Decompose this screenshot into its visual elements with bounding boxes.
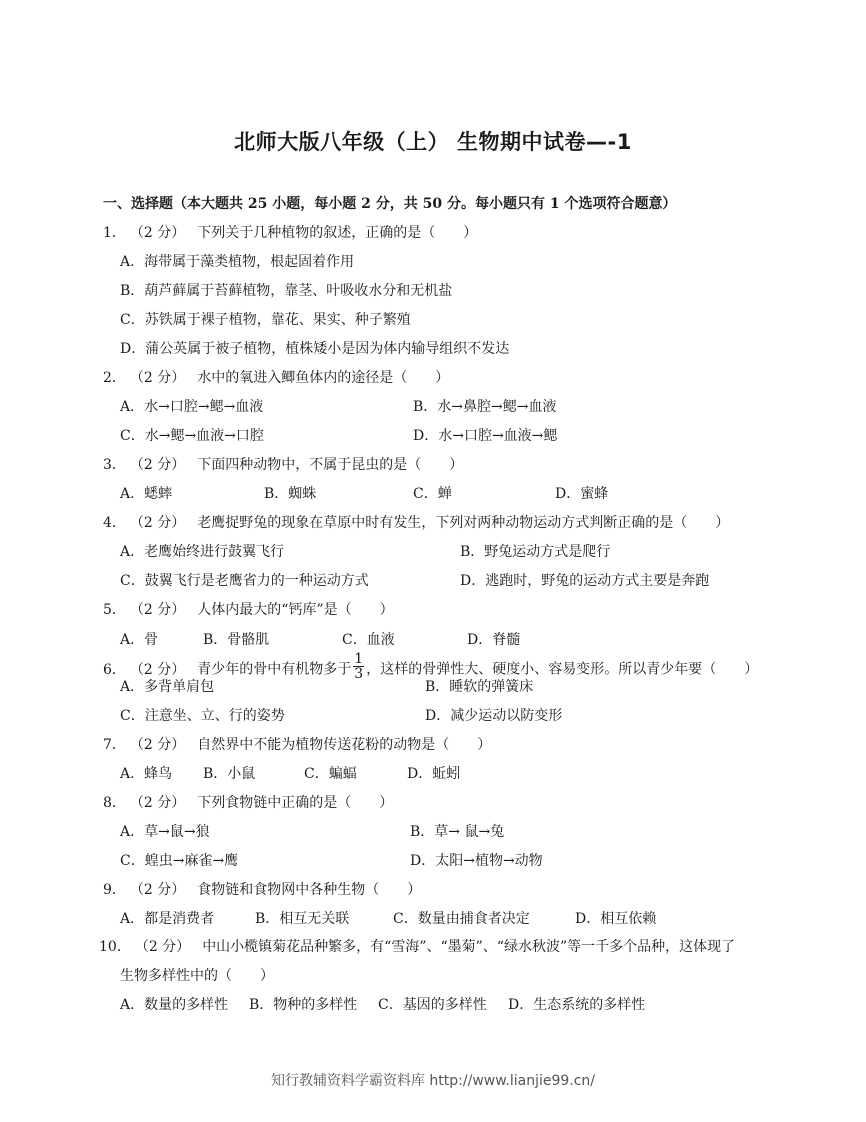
option: B．相互无关联 <box>255 911 350 927</box>
question-8 <box>103 792 393 812</box>
question-points: （2 分） <box>129 795 186 811</box>
option: D．相互依赖 <box>575 911 657 927</box>
option: A．数量的多样性 <box>120 997 229 1013</box>
option: B．蜘蛛 <box>264 486 317 502</box>
question-text-continued: 生物多样性中的（ ） <box>120 968 274 984</box>
option: A．蜂鸟 <box>120 766 173 782</box>
question-points: （2 分） <box>129 515 186 531</box>
fraction <box>353 652 364 681</box>
question-points: （2 分） <box>129 661 186 678</box>
fraction-denominator: 3 <box>354 666 364 682</box>
option: A．水→口腔→鳃→血液 <box>120 399 264 415</box>
question-number: 1． <box>103 225 126 241</box>
question-text: 人体内最大的“钙库”是（ ） <box>197 602 394 618</box>
question-points: （2 分） <box>129 737 186 753</box>
question-text: 水中的氧进入鲫鱼体内的途径是（ ） <box>197 370 450 386</box>
option: C．基因的多样性 <box>378 997 487 1013</box>
question-text: 青少年的骨中有机物多于 <box>197 661 352 678</box>
option: C．注意坐、立、行的姿势 <box>120 708 285 724</box>
question-text: 下面四种动物中，不属于昆虫的是（ ） <box>197 457 464 473</box>
option: D．生态系统的多样性 <box>508 997 646 1013</box>
option: D．脊髓 <box>467 632 521 648</box>
option: D．水→口腔→血液→鳃 <box>413 428 558 444</box>
option: A．蟋蟀 <box>120 486 173 502</box>
option: C．蝙蝠 <box>304 766 357 782</box>
question-4 <box>103 512 729 532</box>
question-number: 4． <box>103 515 126 531</box>
question-points: （2 分） <box>129 370 186 386</box>
question-text: 下列食物链中正确的是（ ） <box>197 795 394 811</box>
question-text: 老鹰捉野兔的现象在草原中时有发生，下列对两种动物运动方式判断正确的是（ ） <box>197 515 730 531</box>
footer-watermark: 知行教辅资料学霸资料库 http://www.lianjie99.cn/ <box>270 1073 596 1089</box>
question-number: 8． <box>103 795 126 811</box>
question-3 <box>103 454 463 474</box>
question-number: 5． <box>103 602 126 618</box>
option: D．蚯蚓 <box>407 766 461 782</box>
question-2 <box>103 367 449 387</box>
question-points: （2 分） <box>129 225 186 241</box>
question-text: 下列关于几种植物的叙述，正确的是（ ） <box>197 225 478 241</box>
page-title: 北师大版八年级（上） 生物期中试卷—-1 <box>234 130 632 154</box>
option: C．苏铁属于裸子植物，靠花、果实、种子繁殖 <box>120 312 411 328</box>
option: D．减少运动以防变形 <box>425 708 563 724</box>
option: B．物种的多样性 <box>249 997 358 1013</box>
option: A．草→鼠→狼 <box>120 824 210 840</box>
option: D．太阳→植物→动物 <box>410 853 543 869</box>
question-7 <box>103 734 491 754</box>
question-text-after: ，这样的骨弹性大、硬度小、容易变形。所以青少年要（ ） <box>366 661 759 678</box>
option: A．老鹰始终进行鼓翼飞行 <box>120 544 285 560</box>
question-text: 自然界中不能为植物传送花粉的动物是（ ） <box>197 737 492 753</box>
question-text: 食物链和食物网中各种生物（ ） <box>197 882 422 898</box>
option: C．数量由捕食者决定 <box>393 911 530 927</box>
question-text: 中山小榄镇菊花品种繁多，有“雪海”、“墨菊”、“绿水秋波”等一千多个品种，这体现了 <box>202 939 736 955</box>
option: B．野兔运动方式是爬行 <box>460 544 611 560</box>
question-points: （2 分） <box>134 939 191 955</box>
option: A．多背单肩包 <box>120 679 215 695</box>
question-points: （2 分） <box>129 882 186 898</box>
option: A．海带属于藻类植物，根起固着作用 <box>120 254 355 270</box>
option: B．水→鼻腔→鳃→血液 <box>413 399 557 415</box>
option: D．蒲公英属于被子植物，植株矮小是因为体内输导组织不发达 <box>120 341 510 357</box>
question-5 <box>103 599 394 619</box>
question-10 <box>99 936 735 956</box>
question-number: 9． <box>103 882 126 898</box>
question-points: （2 分） <box>129 457 186 473</box>
option: C．蝉 <box>413 486 452 502</box>
question-points: （2 分） <box>129 602 186 618</box>
option: D．逃跑时，野兔的运动方式主要是奔跑 <box>460 573 710 589</box>
option: B．小鼠 <box>203 766 256 782</box>
option: C．鼓翼飞行是老鹰省力的一种运动方式 <box>120 573 369 589</box>
option: A．骨 <box>120 632 159 648</box>
fraction-numerator: 1 <box>354 651 364 667</box>
question-1 <box>103 222 477 242</box>
question-number: 7． <box>103 737 126 753</box>
option: B．葫芦藓属于苔藓植物，靠茎、叶吸收水分和无机盐 <box>120 283 453 299</box>
option: D．蜜蜂 <box>555 486 609 502</box>
question-number: 6． <box>103 661 126 678</box>
question-number: 2． <box>103 370 126 386</box>
option: B．草→ 鼠→兔 <box>410 824 505 840</box>
section-heading: 一、选择题（本大题共 25 小题，每小题 2 分，共 50 分。每小题只有 1 个选项符合题意） <box>103 196 677 212</box>
question-number: 3． <box>103 457 126 473</box>
question-number: 10． <box>99 939 131 955</box>
option: A．都是消费者 <box>120 911 215 927</box>
option: B．睡软的弹簧床 <box>425 679 534 695</box>
question-9 <box>103 879 421 899</box>
option: C．血液 <box>342 632 395 648</box>
option: C．水→鳃→血液→口腔 <box>120 428 264 444</box>
option: B．骨骼肌 <box>203 632 270 648</box>
option: C．蝗虫→麻雀→鹰 <box>120 853 239 869</box>
